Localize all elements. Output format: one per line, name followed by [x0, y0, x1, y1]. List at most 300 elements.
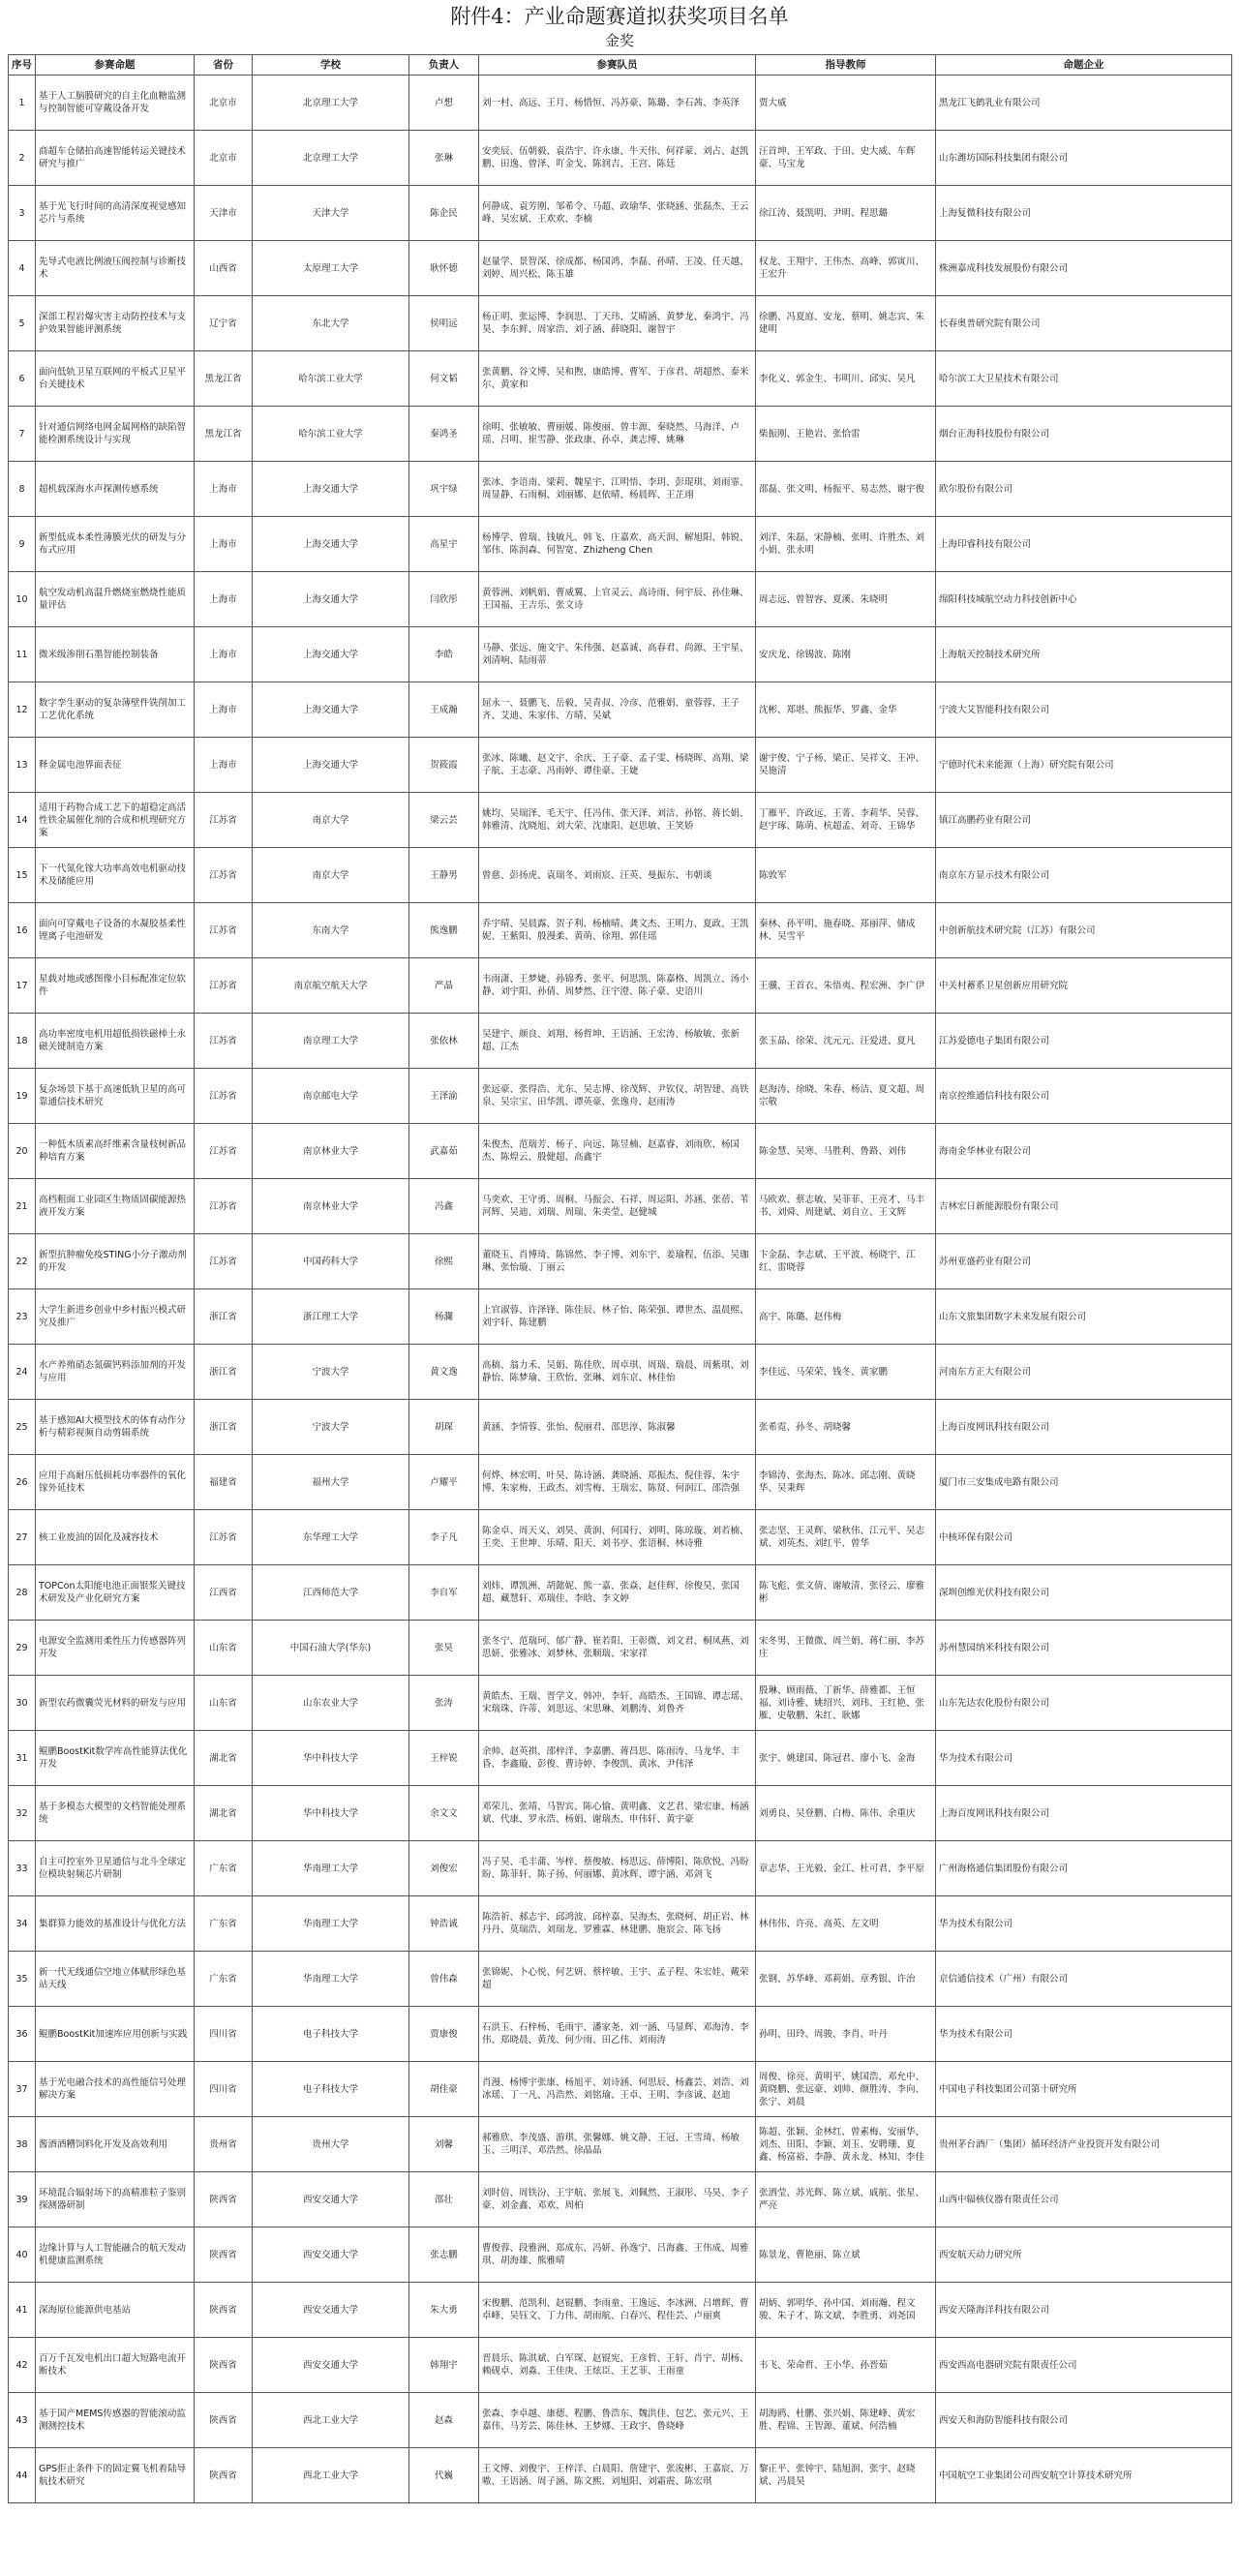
advisors: 张希霓、孙冬、胡晓馨: [759, 1421, 852, 1433]
team-leader: 黄文逸: [430, 1366, 458, 1378]
row-number: 17: [15, 980, 28, 991]
province: 江苏省: [209, 924, 237, 936]
project-topic-cell: [36, 1896, 195, 1952]
school-name-cell: [253, 1896, 409, 1952]
proposing-company-cell: [936, 186, 1232, 241]
team-members: 马静、张远、施文宇、朱伟强、赵嘉诚、高春君、尚源、王宇星、刘清响、陆雨蒂: [482, 643, 749, 666]
advisors-cell: [756, 2062, 936, 2117]
row-number: 26: [15, 1476, 28, 1488]
advisors: 王骥、王首衣、朱悟夷、程宏洲、李广伊: [759, 980, 925, 991]
row-number: 8: [18, 483, 25, 495]
school-name: 西安交通大学: [302, 2359, 358, 2371]
team-leader: 李皓: [434, 649, 453, 660]
proposing-company: 山东先达农化股份有限公司: [939, 1697, 1050, 1709]
project-topic: 环境混合辐射场下的高精准粒子鉴别探测器研制: [39, 2188, 187, 2211]
table-row: [9, 1841, 1232, 1896]
row-number-cell: [9, 1676, 36, 1731]
project-topic-cell: [36, 351, 195, 407]
team-members: 屈永一、聂鹏飞、岳毅、吴青叔、冷彦、范雅娟、童蓉蓉、王子齐、艾迪、朱家伟、方晴、吴斌: [482, 698, 740, 721]
school-name: 上海交通大学: [302, 483, 358, 495]
proposing-company: 华为技术有限公司: [939, 1752, 1013, 1764]
advisors-cell: [756, 1124, 936, 1179]
province: 四川省: [209, 2028, 237, 2040]
school-name-cell: [253, 2338, 409, 2393]
school-name-cell: [253, 351, 409, 407]
team-leader: 胡琛: [434, 1421, 453, 1433]
school-name: 哈尔滨工业大学: [298, 373, 363, 384]
school-name-cell: [253, 1565, 409, 1621]
project-topic: 自主可控室外卫星通信与北斗全球定位模块射频芯片研制: [39, 1857, 187, 1880]
proposing-company: 苏州亚盛药业有限公司: [939, 1256, 1032, 1267]
team-leader-cell: [409, 2393, 479, 2448]
school-name-cell: [253, 1234, 409, 1289]
team-members: 宋俊鹏、范凯利、赵锟鹏、李雨童、王逸远、李冰洲、吕增辉、曹卓峰、吴钰文、丁力伟、胡雨航、白春兴、程佳芸、卢丽爽: [482, 2298, 749, 2321]
project-topic-cell: [36, 2393, 195, 2448]
team-members-cell: [479, 627, 756, 682]
province-cell: [195, 627, 253, 682]
project-topic-cell: [36, 2007, 195, 2062]
province: 湖北省: [209, 1752, 237, 1764]
project-topic: 基于人工脑膜研究的自主化血糖监测与控制智能可穿戴设备开发: [39, 91, 187, 114]
row-number-cell: [9, 1896, 36, 1952]
row-number-cell: [9, 2062, 36, 2117]
advisors-cell: [756, 1841, 936, 1896]
table-row: [9, 1234, 1232, 1289]
school-name-cell: [253, 1731, 409, 1786]
province: 广东省: [209, 1918, 237, 1929]
advisors: 张志坚、王灵辉、梁秋伟、江元平、吴志斌、刘英杰、刘红平、曾华: [759, 1526, 925, 1549]
advisors: 张钢、苏华峰、邓莉娟、章秀银、许治: [759, 1973, 916, 1985]
province-cell: [195, 517, 253, 572]
row-number: 20: [15, 1145, 28, 1157]
team-members-cell: [479, 2338, 756, 2393]
proposing-company-cell: [936, 131, 1232, 186]
team-members-cell: [479, 1565, 756, 1621]
project-topic-cell: [36, 682, 195, 738]
province: 江苏省: [209, 869, 237, 881]
team-members-cell: [479, 1841, 756, 1896]
team-members-cell: [479, 1676, 756, 1731]
team-members-cell: [479, 2283, 756, 2338]
table-row: [9, 1455, 1232, 1510]
province: 江苏省: [209, 814, 237, 826]
proposing-company-cell: [936, 407, 1232, 462]
advisors: 高宇、陈璐、赵伟梅: [759, 1311, 842, 1322]
advisors: 章志华、王光毅、金江、杜可君、李平原: [759, 1863, 925, 1874]
team-members-cell: [479, 1069, 756, 1124]
advisors: 柴振刚、王艳岩、张恰雷: [759, 428, 861, 439]
team-members: 徐明、张敏敏、曹丽媛、陈俊丽、曾丰源、秦晓然、马海洋、卢瑶、吕明、崔雪静、张政康、孙卓、龚志博、姚琳: [482, 422, 740, 445]
proposing-company-cell: [936, 1510, 1232, 1565]
team-leader: 冯鑫: [434, 1200, 453, 1212]
proposing-company-cell: [936, 462, 1232, 517]
table-body: [9, 76, 1232, 2503]
project-topic: 星载对地或感图像小目标配准定位软件: [39, 974, 187, 997]
row-number: 43: [15, 2414, 28, 2426]
team-leader: 侯明远: [430, 318, 458, 329]
project-topic: 大学生新进乡创业中乡村振兴模式研究及推广: [39, 1305, 187, 1328]
team-leader: 贾康俊: [430, 2028, 458, 2040]
school-name-cell: [253, 2117, 409, 2172]
project-topic: 鲲鹏BoostKit加速库应用创新与实践: [39, 2028, 188, 2040]
province-cell: [195, 1400, 253, 1455]
project-topic: 航空发动机高温升燃烧室燃烧性能质量评估: [39, 588, 187, 611]
team-leader-cell: [409, 958, 479, 1014]
advisors: 沈彬、郑堪、熊振华、罗鑫、金华: [759, 704, 897, 715]
row-number-cell: [9, 1455, 36, 1510]
province: 浙江省: [209, 1421, 237, 1433]
row-number: 40: [15, 2249, 28, 2260]
table-row: [9, 2117, 1232, 2172]
province-cell: [195, 1455, 253, 1510]
team-leader: 秦鸿圣: [430, 428, 458, 439]
row-number: 41: [15, 2304, 28, 2316]
proposing-company: 厦门市三安集成电路有限公司: [939, 1476, 1059, 1488]
project-topic-cell: [36, 241, 195, 296]
province-cell: [195, 1289, 253, 1345]
row-number: 6: [18, 373, 25, 384]
school-name: 福州大学: [312, 1476, 349, 1488]
table-row: [9, 407, 1232, 462]
province-cell: [195, 2227, 253, 2283]
team-leader-cell: [409, 1014, 479, 1069]
team-members-cell: [479, 186, 756, 241]
project-topic: 新型低成本柔性薄膜光伏的研发与分布式应用: [39, 532, 187, 556]
proposing-company: 镇江高鹏药业有限公司: [939, 814, 1032, 826]
school-name: 南京邮电大学: [302, 1090, 358, 1102]
team-members: 高稿、翁力禾、吴娟、陈佳欣、周卓琪、周瑞、瑞晨、周紫琪、刘静怡、陈梦瑜、王欣怡、张琳、刘东京、林佳怡: [482, 1360, 749, 1383]
row-number: 2: [18, 152, 25, 164]
project-topic: 新一代无线通信空地立体赋形绿色基站天线: [39, 1967, 187, 1990]
team-leader: 卢想: [434, 97, 453, 108]
province-cell: [195, 572, 253, 627]
province: 上海市: [209, 538, 237, 550]
team-leader-cell: [409, 1345, 479, 1400]
proposing-company: 上海百度网讯科技有限公司: [939, 1807, 1050, 1819]
team-members-cell: [479, 903, 756, 958]
project-topic: 基于感知AI大模型技术的体育动作分析与精彩视频自动剪辑系统: [39, 1415, 186, 1439]
school-name: 上海交通大学: [302, 704, 358, 715]
project-topic: 基于多模态大模型的文档智能处理系统: [39, 1802, 187, 1825]
team-members: 何烨、林宏明、叶昊、陈诗涵、龚晓涵、郑振杰、倪佳蓉、朱宇博、朱家梅、王政杰、刘雪梅、王瑞宏、陈贤、何润江、邵浩强: [482, 1470, 740, 1494]
team-members: 邓荣儿、张靖、马智宾、陈心愉、黄明鑫、文艺君、梁宏康、杨涵斌、代康、罗永浩、杨娟、谢瑞杰、申伟轩、黄宇豪: [482, 1802, 749, 1825]
team-members-cell: [479, 1345, 756, 1400]
school-name: 北京理工大学: [302, 97, 358, 108]
proposing-company: 绵阳科技城航空动力科技创新中心: [939, 593, 1077, 605]
col-header-school: 学校: [253, 55, 409, 76]
proposing-company: 深圳创维光伏科技有限公司: [939, 1587, 1050, 1598]
team-leader: 王梓锐: [430, 1752, 458, 1764]
row-number-cell: [9, 1069, 36, 1124]
team-members: 刘一村、高远、王月、杨惜恒、冯苏豪、陈璐、李石茜、李英泽: [482, 97, 740, 108]
school-name: 宁波大学: [312, 1421, 349, 1433]
table-row: [9, 296, 1232, 351]
team-leader: 胡佳豪: [430, 2083, 458, 2095]
school-name-cell: [253, 1676, 409, 1731]
team-members: 张锦妮、卜心悦、何艺妍、蔡梓敏、王宇、孟子程、朱宏娃、戴荣超: [482, 1967, 749, 1990]
row-number: 21: [15, 1200, 28, 1212]
proposing-company: 京信通信技术（广州）有限公司: [939, 1973, 1069, 1985]
team-members-cell: [479, 2227, 756, 2283]
advisors-cell: [756, 1510, 936, 1565]
team-members-cell: [479, 1400, 756, 1455]
proposing-company-cell: [936, 2393, 1232, 2448]
school-name: 华南理工大学: [302, 1863, 358, 1874]
school-name: 上海交通大学: [302, 649, 358, 660]
team-members-cell: [479, 1179, 756, 1234]
school-name-cell: [253, 1400, 409, 1455]
row-number: 12: [15, 704, 28, 715]
project-topic-cell: [36, 1676, 195, 1731]
province: 陕西省: [209, 2304, 237, 2316]
row-number-cell: [9, 1179, 36, 1234]
team-members: 冯子昊、毛丰蒲、岑梓、蔡俊敏、杨思远、薛博阳、陈欣悦、冯盼盼、陈菲轩、陈子扬、何丽娜、黄冰辉、谭宇涵、邓剑飞: [482, 1857, 749, 1880]
school-name: 山东农业大学: [302, 1697, 358, 1709]
team-members-cell: [479, 351, 756, 407]
col-header-members: 参赛队员: [479, 55, 756, 76]
project-topic-cell: [36, 1124, 195, 1179]
team-members-cell: [479, 2393, 756, 2448]
province: 湖北省: [209, 1807, 237, 1819]
proposing-company: 贵州茅台酒厂（集团）循环经济产业投资开发有限公司: [939, 2138, 1161, 2150]
row-number: 11: [15, 649, 28, 660]
advisors-cell: [756, 903, 936, 958]
province: 陕西省: [209, 2470, 237, 2481]
proposing-company-cell: [936, 1234, 1232, 1289]
proposing-company-cell: [936, 627, 1232, 682]
advisors-cell: [756, 738, 936, 793]
award-table: [8, 54, 1232, 2503]
row-number-cell: [9, 2393, 36, 2448]
row-number: 27: [15, 1531, 28, 1543]
province: 上海市: [209, 483, 237, 495]
province: 江苏省: [209, 1035, 237, 1046]
proposing-company: 宁波大艾智能科技有限公司: [939, 704, 1050, 715]
team-members: 刘炜、谭凯洲、胡懿妮、熊一嘉、张焱、赵佳辉、徐俊昊、张国超、藏慧轩、邓瑞佳、李晗、李文婷: [482, 1581, 740, 1604]
province-cell: [195, 296, 253, 351]
advisors: 陈敦军: [759, 869, 787, 881]
row-number: 37: [15, 2083, 28, 2095]
project-topic-cell: [36, 517, 195, 572]
team-members-cell: [479, 1896, 756, 1952]
province: 上海市: [209, 649, 237, 660]
row-number-cell: [9, 903, 36, 958]
table-header-row: [9, 55, 1232, 76]
advisors: 安庆龙、徐锡波、陈刚: [759, 649, 852, 660]
school-name-cell: [253, 186, 409, 241]
school-name: 西安交通大学: [302, 2304, 358, 2316]
project-topic: TOPCon太阳能电池正面银浆关键技术研发及产业化研究方案: [39, 1581, 186, 1604]
row-number-cell: [9, 1400, 36, 1455]
province-cell: [195, 2393, 253, 2448]
advisors-cell: [756, 2007, 936, 2062]
table-row: [9, 241, 1232, 296]
project-topic-cell: [36, 2062, 195, 2117]
col-header-topic: 参赛命题: [36, 55, 195, 76]
team-members-cell: [479, 1621, 756, 1676]
team-members-cell: [479, 958, 756, 1014]
team-members-cell: [479, 517, 756, 572]
province-cell: [195, 958, 253, 1014]
team-leader-cell: [409, 131, 479, 186]
proposing-company: 河南东方正大有限公司: [939, 1366, 1032, 1378]
school-name-cell: [253, 462, 409, 517]
row-number-cell: [9, 2172, 36, 2227]
project-topic: 集群算力能效的基准设计与优化方法: [39, 1918, 187, 1929]
proposing-company: 海南金华林业有限公司: [939, 1145, 1032, 1157]
proposing-company-cell: [936, 517, 1232, 572]
team-members-cell: [479, 738, 756, 793]
team-leader-cell: [409, 848, 479, 903]
school-name: 北京理工大学: [302, 152, 358, 164]
project-topic-cell: [36, 1565, 195, 1621]
team-leader-cell: [409, 793, 479, 848]
proposing-company-cell: [936, 1841, 1232, 1896]
team-leader: 张琳: [434, 152, 453, 164]
advisors: 赵海涛、徐晓、朱春、杨洁、夏文超、周宗敬: [759, 1084, 925, 1107]
project-topic-cell: [36, 1014, 195, 1069]
table-row: [9, 1014, 1232, 1069]
advisors-cell: [756, 1676, 936, 1731]
team-members-cell: [479, 2007, 756, 2062]
proposing-company: 株洲嘉成科技发展股份有限公司: [939, 262, 1069, 274]
province: 陕西省: [209, 2359, 237, 2371]
proposing-company-cell: [936, 1400, 1232, 1455]
school-name-cell: [253, 76, 409, 131]
school-name-cell: [253, 903, 409, 958]
proposing-company-cell: [936, 572, 1232, 627]
province: 山西省: [209, 262, 237, 274]
team-leader: 巩宇绿: [430, 483, 458, 495]
row-number-cell: [9, 186, 36, 241]
proposing-company: 西安航天动力研究所: [939, 2249, 1022, 2260]
province: 山东省: [209, 1642, 237, 1653]
project-topic-cell: [36, 407, 195, 462]
row-number-cell: [9, 2007, 36, 2062]
team-leader: 王成瀚: [430, 704, 458, 715]
province: 陕西省: [209, 2194, 237, 2205]
project-topic: 新型农药微囊荧光材料的研发与应用: [39, 1697, 187, 1709]
table-row: [9, 1952, 1232, 2007]
proposing-company-cell: [936, 848, 1232, 903]
row-number-cell: [9, 572, 36, 627]
row-number: 32: [15, 1807, 28, 1819]
province: 贵州省: [209, 2138, 237, 2150]
advisors-cell: [756, 407, 936, 462]
team-leader-cell: [409, 462, 479, 517]
project-topic: 基于国产MEMS传感器的智能滚动监测测控技术: [39, 2409, 186, 2432]
advisors: 权龙、王翔宇、王伟杰、高峰、郭寅川、王宏升: [759, 257, 925, 280]
advisors: 汪首坤、王军政、于田、史大威、车辉豪、马宝龙: [759, 146, 916, 169]
table-row: [9, 2283, 1232, 2338]
advisors-cell: [756, 1952, 936, 2007]
row-number-cell: [9, 76, 36, 131]
proposing-company: 山西中辐核仪器有限责任公司: [939, 2194, 1059, 2205]
province: 陕西省: [209, 2414, 237, 2426]
team-leader-cell: [409, 1952, 479, 2007]
row-number-cell: [9, 462, 36, 517]
team-leader-cell: [409, 572, 479, 627]
proposing-company: 烟台正海科技股份有限公司: [939, 428, 1050, 439]
project-topic-cell: [36, 1510, 195, 1565]
team-leader-cell: [409, 682, 479, 738]
proposing-company: 华为技术有限公司: [939, 1918, 1013, 1929]
team-leader-cell: [409, 2448, 479, 2503]
school-name: 东南大学: [312, 924, 349, 936]
project-topic-cell: [36, 1786, 195, 1841]
school-name: 天津大学: [312, 207, 349, 219]
school-name: 南京林业大学: [302, 1145, 358, 1157]
team-leader-cell: [409, 186, 479, 241]
project-topic: 鲲鹏BoostKit数学库高性能算法优化开发: [39, 1746, 188, 1770]
table-row: [9, 1565, 1232, 1621]
row-number: 22: [15, 1256, 28, 1267]
proposing-company-cell: [936, 1124, 1232, 1179]
project-topic: 释金属电池界面表征: [39, 759, 122, 771]
school-name-cell: [253, 296, 409, 351]
school-name-cell: [253, 1952, 409, 2007]
school-name: 南京林业大学: [302, 1200, 358, 1212]
table-row: [9, 2227, 1232, 2283]
team-leader-cell: [409, 1069, 479, 1124]
school-name-cell: [253, 2172, 409, 2227]
table-row: [9, 1400, 1232, 1455]
school-name-cell: [253, 1014, 409, 1069]
proposing-company: 宁德时代未来能源（上海）研究院有限公司: [939, 759, 1114, 771]
table-row: [9, 1786, 1232, 1841]
table-row: [9, 903, 1232, 958]
school-name: 南京大学: [312, 814, 349, 826]
project-topic-cell: [36, 1069, 195, 1124]
team-members-cell: [479, 572, 756, 627]
advisors: 刘洋、朱磊、宋静楠、张明、许胜杰、刘小娟、张永明: [759, 532, 925, 556]
table-row: [9, 793, 1232, 848]
team-leader-cell: [409, 738, 479, 793]
team-members: 董晓玉、肖博琦、陈锦然、李子博、刘东宇、姜瑜程、伍添、吴珈琳、张怡璇、丁丽云: [482, 1250, 749, 1273]
team-members: 余帅、赵英祺、邵梓洋、李嘉鹏、蒋昌思、陈雨涛、马龙华、丰昏、李鑫璇、彭俊、曹诗婷、李俊凯、黄冰、尹伟泽: [482, 1746, 740, 1770]
col-header-number: 序号: [9, 55, 36, 76]
row-number: 28: [15, 1587, 28, 1598]
school-name: 西北工业大学: [302, 2414, 358, 2426]
table-row: [9, 2007, 1232, 2062]
advisors-cell: [756, 1896, 936, 1952]
school-name: 太原理工大学: [302, 262, 358, 274]
team-leader: 卢耀平: [430, 1476, 458, 1488]
advisors-cell: [756, 351, 936, 407]
advisors-cell: [756, 462, 936, 517]
proposing-company-cell: [936, 793, 1232, 848]
table-row: [9, 1676, 1232, 1731]
province-cell: [195, 76, 253, 131]
school-name: 华中科技大学: [302, 1807, 358, 1819]
proposing-company: 欧尔股份有限公司: [939, 483, 1013, 495]
team-leader: 张志鹏: [430, 2249, 458, 2260]
province-cell: [195, 1621, 253, 1676]
project-topic-cell: [36, 1234, 195, 1289]
project-topic-cell: [36, 1841, 195, 1896]
province-cell: [195, 2172, 253, 2227]
team-members: 晋晨乐、陈淇斌、白军琛、赵锟宪、王彦哲、王轩、肖宇、胡杨、赖砚卓、刘淼、王佳庚、王炫臣、王艺菲、王雨童: [482, 2353, 749, 2377]
proposing-company: 上海航天控制技术研究所: [939, 649, 1041, 660]
province-cell: [195, 1179, 253, 1234]
project-topic: 深部工程岩爆灾害主动防控技术与支护效果智能评测系统: [39, 312, 187, 335]
advisors-cell: [756, 627, 936, 682]
team-members: 陈浩祈、郝志宇、邱鸿波、邱梓嘉、吴海杰、张晓柯、胡正岩、林丹丹、莫瑞浩、刘瑞龙、罗雅霖、林建鹏、施宸会、陈飞扬: [482, 1912, 749, 1935]
team-leader-cell: [409, 1124, 479, 1179]
province-cell: [195, 1069, 253, 1124]
school-name-cell: [253, 1069, 409, 1124]
school-name-cell: [253, 1455, 409, 1510]
